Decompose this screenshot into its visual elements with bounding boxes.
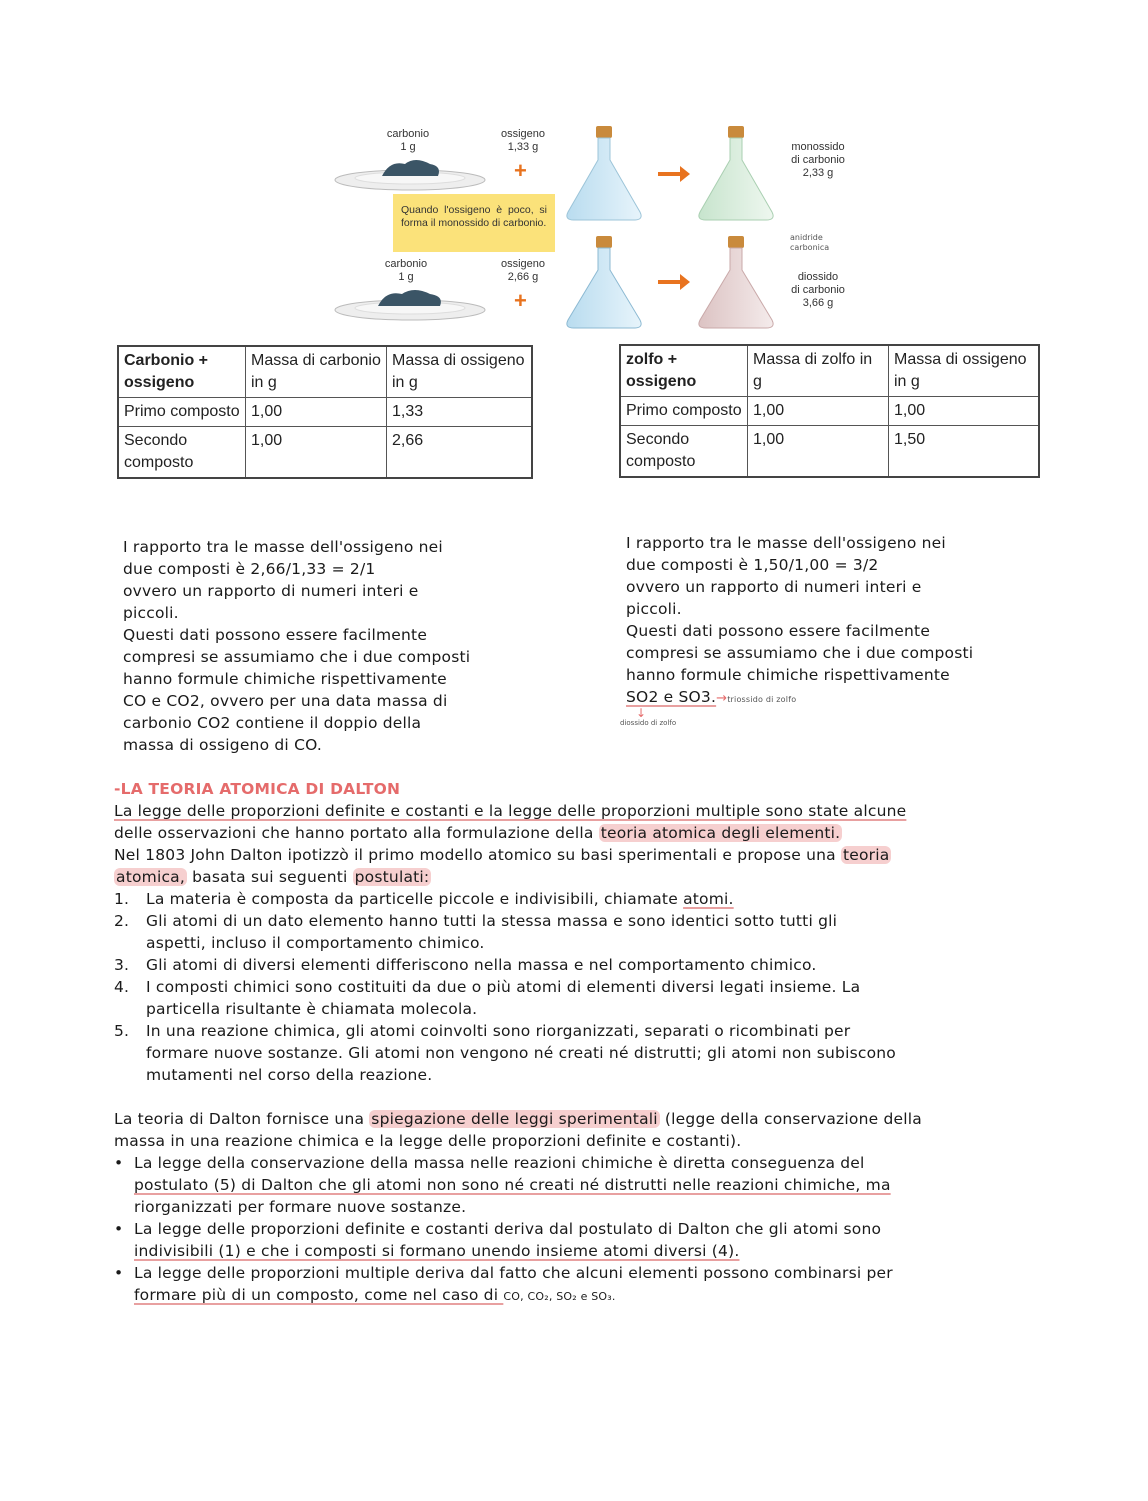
- table-header: Massa di ossigeno in g: [889, 345, 1040, 397]
- list-number: 2.: [114, 912, 130, 930]
- list-item: [114, 1020, 1124, 1086]
- top-product-label: monossido di carbonio 2,33 g: [791, 141, 845, 179]
- text-line: ovvero un rapporto di numeri interi e: [626, 578, 922, 596]
- top-carbon-label: carbonio 1 g: [386, 128, 430, 153]
- laws-list: [114, 1152, 1124, 1308]
- top-plus-icon: +: [514, 158, 527, 183]
- intro-text: (legge della conservazione della: [659, 1110, 922, 1128]
- top-oxygen-label: ossigeno 1,33 g: [500, 128, 546, 153]
- intro-text: La legge delle proporzioni definite e costanti e la legge delle proporzioni multiple sono state alcune: [114, 802, 907, 820]
- text-line: [114, 866, 1124, 888]
- postulates-list: [114, 888, 1124, 1086]
- text-line: ovvero un rapporto di numeri interi e: [123, 582, 419, 600]
- note-box: Quando l'ossigeno è poco, si forma il monossido di carbonio.: [393, 194, 555, 252]
- highlight-text: teoria: [842, 846, 890, 864]
- list-text: aspetti, incluso il comportamento chimico.: [146, 934, 485, 952]
- so2-note: diossido di zolfo: [620, 719, 677, 727]
- list-item: [114, 1218, 1124, 1262]
- text-line: hanno formule chimiche rispettivamente: [123, 670, 447, 688]
- cork-icon: [596, 126, 612, 138]
- handnote-anidride: anidride carbonica: [790, 233, 830, 252]
- list-text: I composti chimici sono costituiti da due o più atomi di elementi diversi legati insieme. La: [146, 978, 861, 996]
- table-header: Massa di carbonio in g: [246, 346, 387, 398]
- arrow-right-icon: [658, 166, 690, 182]
- bottom-oxygen-label: ossigeno 2,66 g: [500, 258, 546, 283]
- text-line: CO e CO2, ovvero per una data massa di: [123, 692, 448, 710]
- table-cell: Primo composto: [620, 397, 748, 426]
- table-cell: 1,00: [889, 397, 1040, 426]
- bullet-icon: •: [114, 1264, 124, 1282]
- list-number: 3.: [114, 956, 130, 974]
- table-header: Massa di ossigeno in g: [387, 346, 533, 398]
- bullet-icon: •: [114, 1154, 124, 1172]
- table-row: [118, 398, 532, 427]
- list-text: postulato (5) di Dalton che gli atomi non sono né creati né distrutti nelle reazioni chimiche, ma: [134, 1176, 891, 1194]
- text-line: Questi dati possono essere facilmente: [123, 626, 428, 644]
- arrow-down-icon: ↓: [636, 706, 647, 720]
- highlight-text: spiegazione delle leggi sperimentali: [371, 1110, 658, 1128]
- text-line: piccoli.: [626, 600, 682, 618]
- table-cell: 1,00: [748, 426, 889, 478]
- text-line: [114, 822, 1124, 844]
- text-line: piccoli.: [123, 604, 179, 622]
- list-item: [114, 888, 1124, 910]
- bottom-product-label: diossido di carbonio 3,66 g: [791, 271, 845, 309]
- table-row: [620, 426, 1039, 478]
- list-number: 5.: [114, 1022, 130, 1040]
- text-line: [114, 844, 1124, 866]
- table-row: [620, 397, 1039, 426]
- table-header: Massa di zolfo in g: [748, 345, 889, 397]
- table-cell: Secondo composto: [620, 426, 748, 478]
- table-cell: Secondo composto: [118, 427, 246, 479]
- table-header: Carbonio + ossigeno: [118, 346, 246, 398]
- sulfur-oxygen-table: [619, 344, 1040, 478]
- text-line: compresi se assumiamo che i due composti: [626, 644, 974, 662]
- list-text: mutamenti nel corso della reazione.: [146, 1066, 433, 1084]
- carbon-explanation: [123, 536, 543, 756]
- list-item: [114, 1262, 1124, 1308]
- table-cell: 1,00: [748, 397, 889, 426]
- bullet-icon: •: [114, 1220, 124, 1238]
- list-text: Gli atomi di un dato elemento hanno tutti la stessa massa e sono identici sotto tutti gli: [146, 912, 838, 930]
- intro-text: La teoria di Dalton fornisce una: [114, 1110, 370, 1128]
- list-item: [114, 954, 1124, 976]
- table-cell: 1,50: [889, 426, 1040, 478]
- table-cell: 1,33: [387, 398, 533, 427]
- list-text: particella risultante è chiamata molecola.: [146, 1000, 478, 1018]
- list-item: [114, 976, 1124, 1020]
- so3-note: triossido di zolfo: [727, 695, 797, 704]
- list-text: formare più di un composto, come nel caso di: [134, 1286, 504, 1304]
- list-number: 1.: [114, 890, 130, 908]
- table-row: [118, 427, 532, 479]
- arrow-right-icon: →: [716, 691, 728, 706]
- intro-text: delle osservazioni che hanno portato alla formulazione della: [114, 824, 599, 842]
- bottom-plus-icon: +: [514, 288, 527, 313]
- dalton-section: [114, 778, 1124, 1308]
- spacer: [114, 1086, 1124, 1108]
- carbon-oxygen-table: [117, 345, 533, 479]
- list-text: formare nuove sostanze. Gli atomi non vengono né creati né distrutti; gli atomi non subiscono: [146, 1044, 896, 1062]
- section-title: -LA TEORIA ATOMICA DI DALTON: [114, 780, 401, 798]
- highlight-text: atomica,: [116, 868, 186, 886]
- list-text: La legge delle proporzioni definite e costanti deriva dal postulato di Dalton che gli atomi sono: [134, 1220, 882, 1238]
- formula-text: CO, CO₂, SO₂ e SO₃.: [503, 1290, 616, 1303]
- table-header-row: [620, 345, 1039, 397]
- text-line: carbonio CO2 contiene il doppio della: [123, 714, 422, 732]
- list-item: [114, 910, 1124, 954]
- text-line: [114, 1108, 1124, 1130]
- list-text: indivisibili (1) e che i composti si formano unendo insieme atomi diversi (4).: [134, 1242, 740, 1260]
- highlight-text: teoria atomica degli elementi.: [600, 824, 841, 842]
- top-plate-with-carbon: [320, 152, 500, 192]
- list-text: Gli atomi di diversi elementi differiscono nella massa e nel comportamento chimico.: [146, 956, 817, 974]
- list-text: La legge delle proporzioni multiple deriva dal fatto che alcuni elementi possono combinarsi per: [134, 1264, 893, 1282]
- bottom-plate-with-carbon: [320, 282, 500, 322]
- list-text: atomi.: [683, 890, 734, 908]
- bottom-carbon-label: carbonio 1 g: [384, 258, 428, 283]
- list-number: 4.: [114, 978, 130, 996]
- table-cell: 2,66: [387, 427, 533, 479]
- text-line: [114, 800, 1124, 822]
- list-text: La materia è composta da particelle piccole e indivisibili, chiamate: [146, 890, 684, 908]
- text-line: I rapporto tra le masse dell'ossigeno nei: [123, 538, 443, 556]
- text-line: due composti è 2,66/1,33 = 2/1: [123, 560, 376, 578]
- text-line: compresi se assumiamo che i due composti: [123, 648, 471, 666]
- table-cell: 1,00: [246, 427, 387, 479]
- sulfur-explanation: [626, 532, 1046, 710]
- text-line: massa di ossigeno di CO.: [123, 736, 322, 754]
- formula-text: SO2 e SO3.: [626, 688, 717, 706]
- intro-text: basata sui seguenti: [187, 868, 353, 886]
- list-text: riorganizzati per formare nuove sostanze.: [134, 1198, 467, 1216]
- text-line: hanno formule chimiche rispettivamente: [626, 666, 950, 684]
- list-text: La legge della conservazione della massa nelle reazioni chimiche è diretta conseguenza del: [134, 1154, 865, 1172]
- list-text: In una reazione chimica, gli atomi coinvolti sono riorganizzati, separati o ricombinati per: [146, 1022, 851, 1040]
- table-cell: Primo composto: [118, 398, 246, 427]
- text-line: I rapporto tra le masse dell'ossigeno nei: [626, 534, 946, 552]
- table-header-row: [118, 346, 532, 398]
- text-line: due composti è 1,50/1,00 = 3/2: [626, 556, 879, 574]
- text-line: [626, 686, 1046, 710]
- table-cell: 1,00: [246, 398, 387, 427]
- list-item: [114, 1152, 1124, 1218]
- highlight-text: postulati:: [354, 868, 430, 886]
- table-header: zolfo + ossigeno: [620, 345, 748, 397]
- intro-text: Nel 1803 John Dalton ipotizzò il primo modello atomico su basi sperimentali e propose una: [114, 846, 841, 864]
- text-line: massa in una reazione chimica e la legge delle proporzioni definite e costanti).: [114, 1132, 742, 1150]
- text-line: Questi dati possono essere facilmente: [626, 622, 931, 640]
